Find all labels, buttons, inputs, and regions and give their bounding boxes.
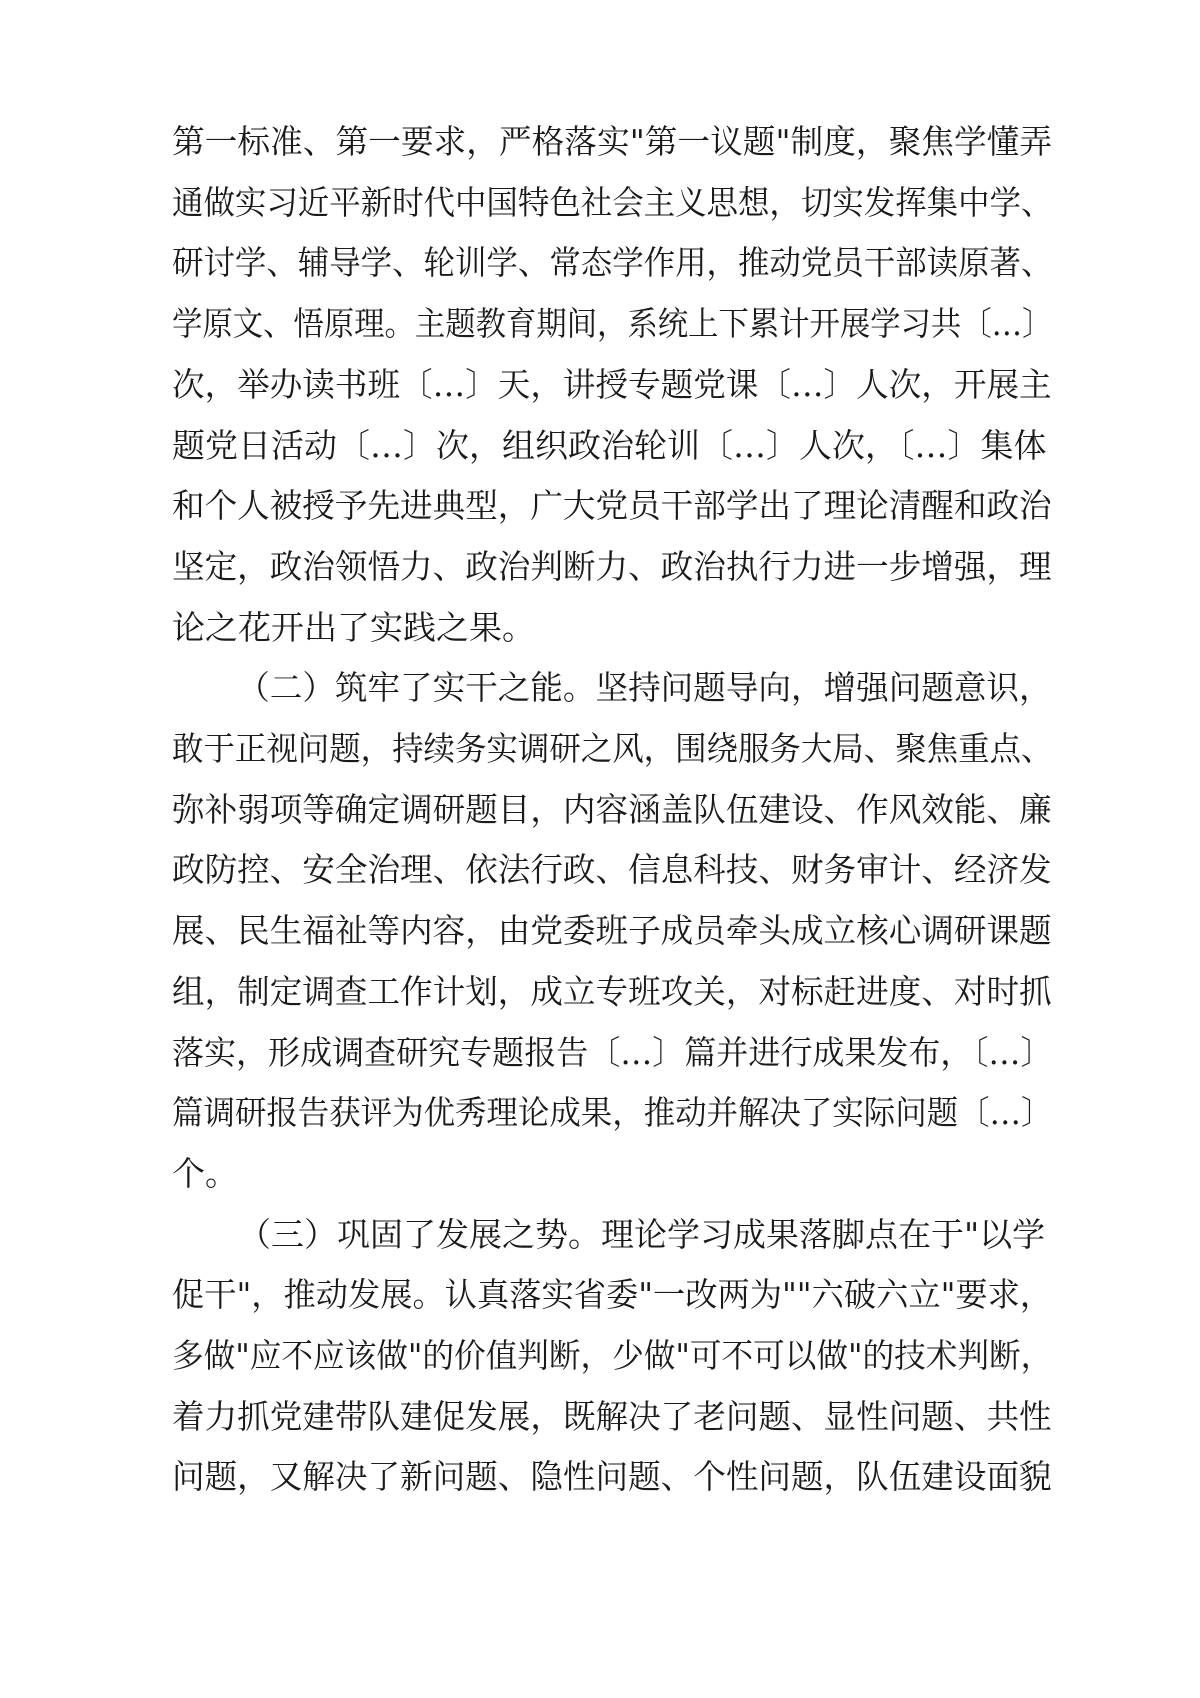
text-line: 多做"应不应该做"的价值判断，少做"可不可以做"的技术判断， <box>172 1336 1053 1376</box>
text-line: 学原文、悟原理。主题教育期间，系统上下累计开展学习共〔…〕 <box>172 304 1053 344</box>
paragraph-2 <box>172 658 1052 1204</box>
text-line: 个。 <box>172 1153 238 1193</box>
text-line: 展、民生福祉等内容，由党委班子成员牵头成立核心调研课题 <box>172 911 1052 951</box>
text-line: 促干"，推动发展。认真落实省委"一改两为""六破六立"要求， <box>172 1275 1053 1315</box>
text-line: 论之花开出了实践之果。 <box>172 607 535 647</box>
text-line: 题党日活动〔…〕次，组织政治轮训〔…〕人次，〔…〕集体 <box>172 425 1047 465</box>
paragraph-1 <box>172 112 1052 658</box>
text-line: 通做实习近平新时代中国特色社会主义思想，切实发挥集中学、 <box>172 182 1053 222</box>
text-line: 着力抓党建带队建促发展，既解决了老问题、显性问题、共性 <box>172 1396 1052 1436</box>
text-line: 弥补弱项等确定调研题目，内容涵盖队伍建设、作风效能、廉 <box>172 789 1052 829</box>
text-line: 敢于正视问题，持续务实调研之风，围绕服务大局、聚焦重点、 <box>172 729 1053 769</box>
text-line: 篇调研报告获评为优秀理论成果，推动并解决了实际问题〔…〕 <box>172 1093 1053 1133</box>
text-line: 政防控、安全治理、依法行政、信息科技、财务审计、经济发 <box>172 850 1052 890</box>
text-line: 坚定，政治领悟力、政治判断力、政治执行力进一步增强，理 <box>172 546 1052 586</box>
paragraph-heading-line: （二）筑牢了实干之能。坚持问题导向，增强问题意识， <box>237 668 1052 708</box>
text-line: 研讨学、辅导学、轮训学、常态学作用，推动党员干部读原著、 <box>172 243 1053 283</box>
text-line: 问题，又解决了新问题、隐性问题、个性问题，队伍建设面貌 <box>172 1457 1052 1497</box>
text-line: 和个人被授予先进典型，广大党员干部学出了理论清醒和政治 <box>172 486 1052 526</box>
text-line: 组，制定调查工作计划，成立专班攻关，对标赶进度、对时抓 <box>172 971 1052 1011</box>
paragraph-heading-line: （三）巩固了发展之势。理论学习成果落脚点在于"以学 <box>238 1214 1046 1254</box>
paragraph-3 <box>172 1205 1052 1509</box>
text-line: 次，举办读书班〔…〕天，讲授专题党课〔…〕人次，开展主 <box>172 364 1052 404</box>
text-line: 第一标准、第一要求，严格落实"第一议题"制度，聚焦学懂弄 <box>172 122 1053 161</box>
text-line: 落实，形成调查研究专题报告〔…〕篇并进行成果发布，〔…〕 <box>172 1032 1053 1072</box>
document-body <box>172 112 1052 1508</box>
